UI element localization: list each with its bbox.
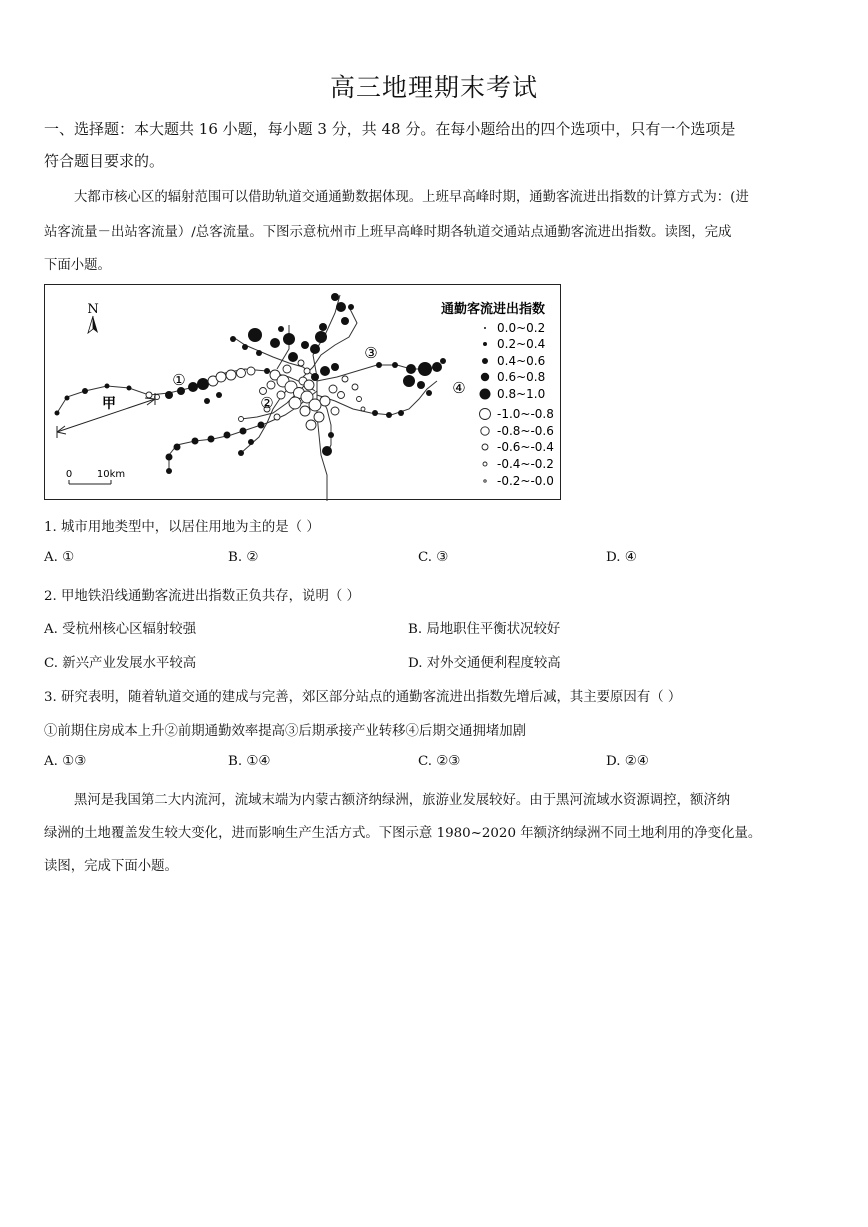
question-1-option-c[interactable]: C. ③ <box>418 550 449 565</box>
zone-label-2: ② <box>260 394 274 412</box>
section-heading-line2: 符合题目要求的。 <box>44 152 165 170</box>
question-2-option-b[interactable]: B. 局地职住平衡状况较好 <box>408 622 561 637</box>
positive-stations <box>55 293 447 474</box>
passage1-line3: 下面小题。 <box>44 258 111 273</box>
passage2-line1: 黑河是我国第二大内流河，流域末端为内蒙古额济纳绿洲，旅游业发展较好。由于黑河流域水资源调控，额济纳 <box>74 793 731 808</box>
north-label: N <box>87 302 99 317</box>
legend-neg-4: -0.4~-0.2 <box>497 457 554 471</box>
question-3-option-c[interactable]: C. ②③ <box>418 754 461 769</box>
zone-label-3: ③ <box>364 344 378 362</box>
question-2-option-c[interactable]: C. 新兴产业发展水平较高 <box>44 656 197 671</box>
metro-station-map <box>44 284 561 500</box>
question-3-statements: ①前期住房成本上升②前期通勤效率提高③后期承接产业转移④后期交通拥堵加剧 <box>44 724 527 739</box>
legend-neg-2: -0.8~-0.6 <box>497 424 554 438</box>
legend-pos-5: 0.8~1.0 <box>497 387 546 401</box>
legend-pos-1: 0.0~0.2 <box>497 321 546 335</box>
question-1-option-b[interactable]: B. ② <box>228 550 259 565</box>
legend-neg-3: -0.6~-0.4 <box>497 440 554 454</box>
zone-label-1: ① <box>172 371 186 389</box>
passage2-line3: 读图，完成下面小题。 <box>44 859 178 874</box>
area-jia-label: 甲 <box>102 396 116 412</box>
question-3-stem: 3. 研究表明，随着轨道交通的建成与完善，郊区部分站点的通勤客流进出指数先增后减，其主要原因有（ ） <box>44 690 682 705</box>
page-title: 高三地理期末考试 <box>329 73 538 102</box>
question-2-option-d[interactable]: D. 对外交通便利程度较高 <box>408 656 561 671</box>
legend-negative-symbols <box>480 409 491 483</box>
question-3-option-b[interactable]: B. ①④ <box>228 754 271 769</box>
passage1-line1: 大都市核心区的辐射范围可以借助轨道交通通勤数据体现。上班早高峰时期，通勤客流进出指数的计算方式为：(进 <box>74 190 749 205</box>
question-1-stem: 1. 城市用地类型中，以居住用地为主的是（ ） <box>44 520 320 535</box>
legend-neg-5: -0.2~-0.0 <box>497 474 554 488</box>
map-canvas <box>45 285 562 501</box>
section-heading-line1: 一、选择题：本大题共 16 小题，每小题 3 分，共 48 分。在每小题给出的四个选项中，只有一个选项是 <box>44 120 736 138</box>
question-2-stem: 2. 甲地铁沿线通勤客流进出指数正负共存，说明（ ） <box>44 589 360 604</box>
question-2-option-a[interactable]: A. 受杭州核心区辐射较强 <box>44 622 197 637</box>
scale-end-label: 10km <box>96 469 126 480</box>
question-1-option-a[interactable]: A. ① <box>44 550 75 565</box>
legend-positive-symbols <box>480 327 491 400</box>
question-3-option-d[interactable]: D. ②④ <box>606 754 649 769</box>
legend-pos-2: 0.2~0.4 <box>497 337 546 351</box>
legend-pos-3: 0.4~0.6 <box>497 354 546 368</box>
scale-bar <box>69 480 111 484</box>
passage1-line2: 站客流量－出站客流量）/总客流量。下图示意杭州市上班早高峰时期各轨道交通站点通勤客流进出指数。读图，完成 <box>44 225 732 240</box>
legend-title: 通勤客流进出指数 <box>441 302 546 317</box>
question-1-option-d[interactable]: D. ④ <box>606 550 637 565</box>
scale-start-label: 0 <box>65 469 73 480</box>
legend-neg-1: -1.0~-0.8 <box>497 407 554 421</box>
zone-label-4: ④ <box>452 379 466 397</box>
question-3-option-a[interactable]: A. ①③ <box>44 754 87 769</box>
north-arrow-icon <box>88 316 98 333</box>
passage2-line2: 绿洲的土地覆盖发生较大变化，进而影响生产生活方式。下图示意 1980~2020 年额济纳绿洲不同土地利用的净变化量。 <box>44 826 762 841</box>
legend-pos-4: 0.6~0.8 <box>497 370 546 384</box>
